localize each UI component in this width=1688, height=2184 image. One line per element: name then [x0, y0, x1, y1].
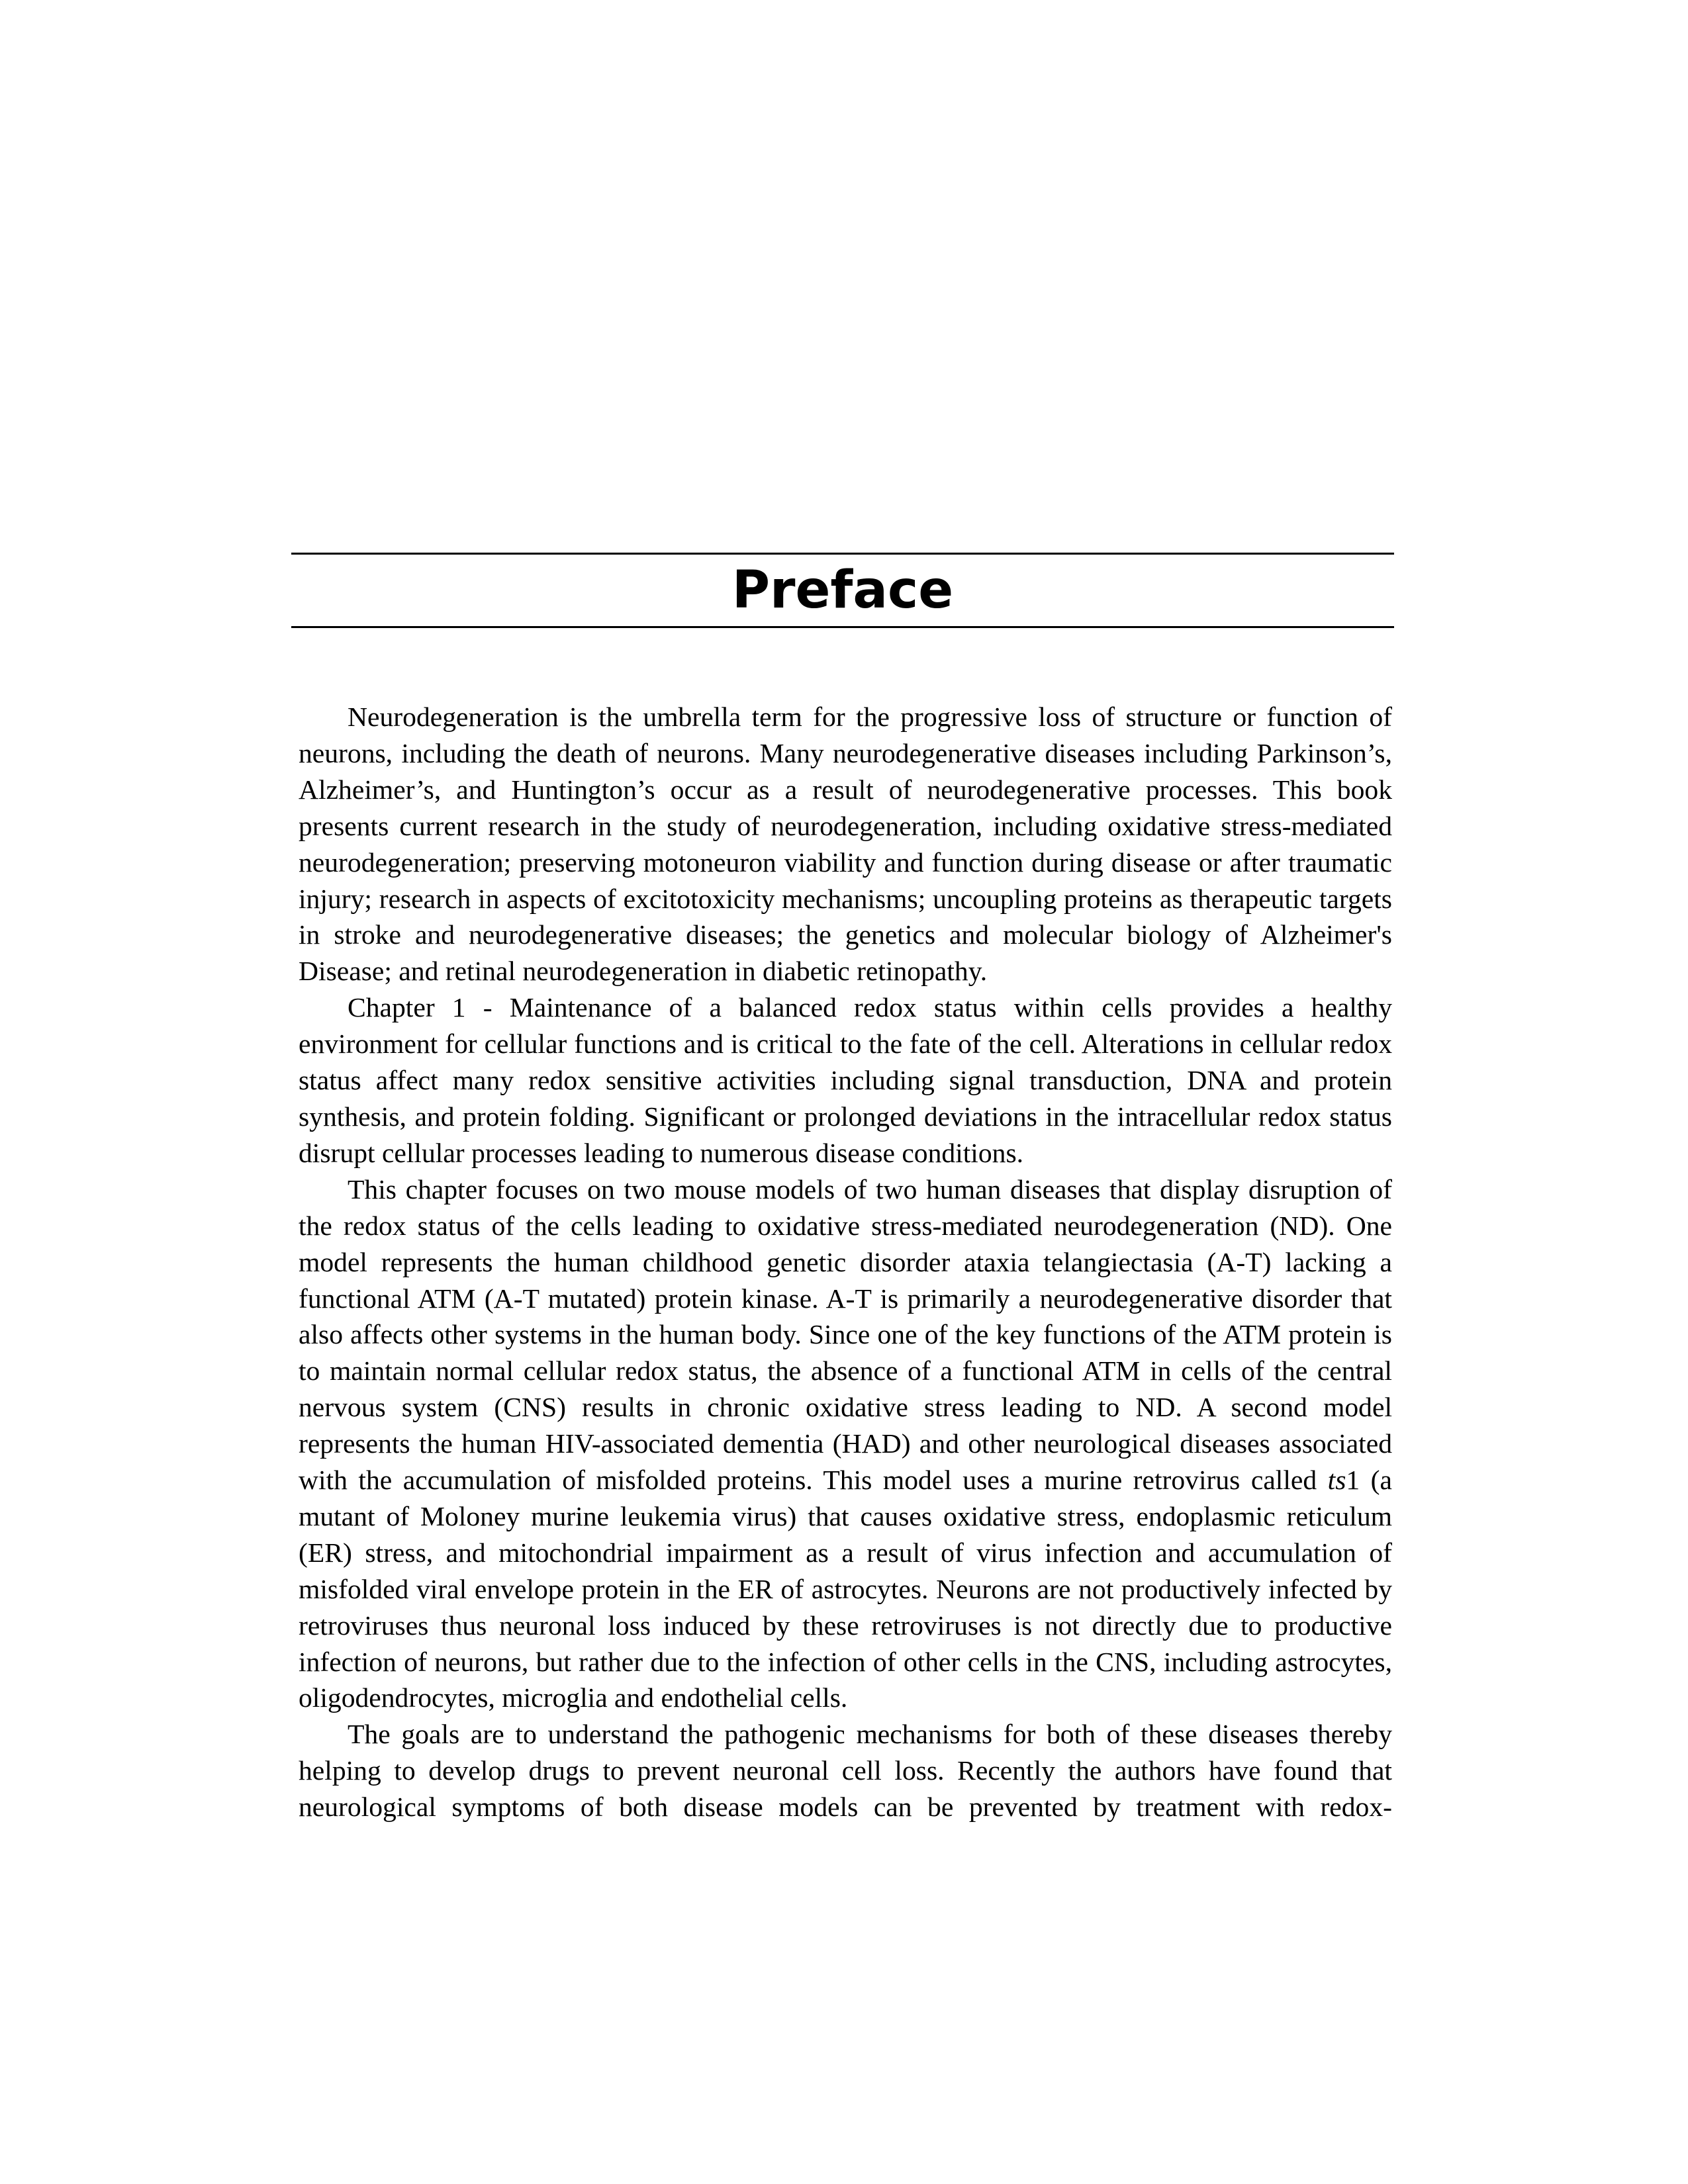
virus-name-ts1: ts [1327, 1465, 1346, 1496]
paragraph-intro: Neurodegeneration is the umbrella term for the progressive loss of structure or function of neurons, including the death of neurons. Many neurodegenerative diseases including Parkinson’s, Alzheimer’s, and Huntington’s occur as a result of neurodegenerative processes. This book presents current research in the study of neurodegeneration, including oxidative stress-mediated neurodegeneration; preserving motoneuron viability and function during disease or after traumatic injury; research in aspects of excitotoxicity mechanisms; uncoupling proteins as therapeutic targets in stroke and neurodegenerative diseases; the genetics and molecular biology of Alzheimer's Disease; and retinal neurodegeneration in diabetic retinopathy. [299, 702, 1392, 987]
title-bottom-rule [291, 626, 1394, 628]
paragraph-goals: The goals are to understand the pathogenic mechanisms for both of these diseases thereby helping to develop drugs to prevent neuronal cell loss. Recently the authors have found that neurological symptoms of both disease models can be prevented by treatment with redox- [299, 1719, 1392, 1823]
paragraph-mouse-models: This chapter focuses on two mouse models of two human diseases that display disruption of the redox status of the cells leading to oxidative stress-mediated neurodegeneration (ND). One model represents the human childhood genetic disorder ataxia telangiectasia (A-T) lacking a functional ATM (A-T mutated) protein kinase. A-T is primarily a neurodegenerative disorder that also affects other systems in the human body. Since one of the key functions of the ATM protein is to maintain normal cellular redox status, the absence of a functional ATM in cells of the central nervous system (CNS) results in chronic oxidative stress leading to ND. A second model represents the human HIV-associated dementia (HAD) and other neurological diseases associated with the accumulation of misfolded proteins. This model uses a murine retrovirus called ts1 (a mutant of Moloney murine leukemia virus) that causes oxidative stress, endoplasmic reticulum (ER) stress, and mitochondrial impairment as a result of virus infection and accumulation of misfolded viral envelope protein in the ER of astrocytes. Neurons are not productively infected by retroviruses thus neuronal loss induced by these retroviruses is not directly due to productive infection of neurons, but rather due to the infection of other cells in the CNS, including astrocytes, oligodendrocytes, microglia and endothelial cells. [299, 1173, 1392, 1713]
title-top-rule [291, 553, 1394, 555]
page-title: Preface [731, 561, 954, 620]
preface-body [299, 699, 1392, 1825]
paragraph-chapter-1: Chapter 1 - Maintenance of a balanced redox status within cells provides a healthy environment for cellular functions and is critical to the fate of the cell. Alterations in cellular redox status affect many redox sensitive activities including signal transduction, DNA and protein synthesis, and protein folding. Significant or prolonged deviations in the intracellular redox status disrupt cellular processes leading to numerous disease conditions. [299, 992, 1392, 1168]
